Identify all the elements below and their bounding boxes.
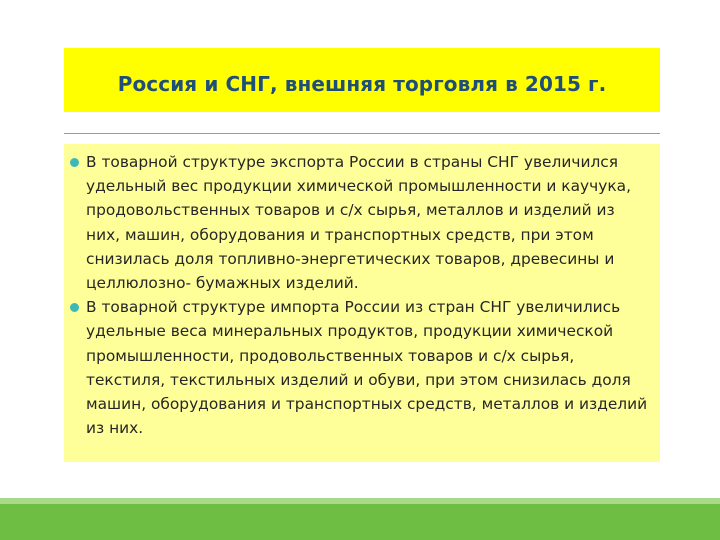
bullet-keyword-export: экспорта (270, 153, 345, 171)
bullet-text-rest: России из стран СНГ увеличились удельные веса минеральных продуктов, продукции химической промышленности, продовольственных товаров и с/х сырья, текстиля, текстильных изделий и обуви, при этом снизилась доля машин, оборудования и транспортных средств, металлов и изделий из них. (86, 298, 648, 438)
title-banner (64, 48, 660, 112)
bullet-item-import (86, 295, 650, 440)
footer-bar (0, 498, 720, 540)
title-divider (64, 133, 660, 134)
footer-stripe (0, 498, 720, 504)
bullet-text-start: В товарной структуре (86, 153, 271, 171)
content-panel (64, 144, 660, 462)
bullet-dot-icon (70, 158, 79, 167)
bullet-text-start: В товарной структуре (86, 298, 271, 317)
bullet-item-export (86, 150, 650, 295)
bullet-dot-icon (70, 303, 79, 312)
bullet-list (64, 144, 660, 440)
bullet-text-rest: России в страны СНГ увеличился удельный вес продукции химической промышленности и каучука, продовольственных товаров и с/х сырья, металлов и изделий из них, машин, оборудования и транспортных средств, при этом снизилась доля топливно-энергетических товаров, древесины и целлюлозно- бумажных изделий. (86, 153, 631, 293)
bullet-keyword-import: импорта (270, 298, 340, 317)
slide-title: Россия и СНГ, внешняя торговля в 2015 г. (117, 72, 607, 96)
